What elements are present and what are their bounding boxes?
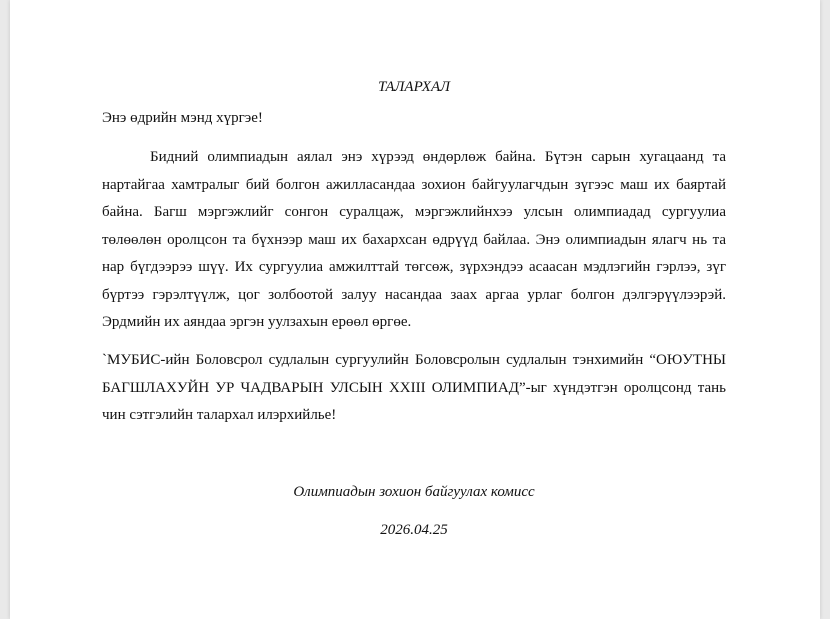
document-date: 2026.04.25: [380, 522, 448, 538]
document-title: ТАЛАРХАЛ: [378, 79, 450, 95]
paragraph-main: Бидний олимпиадын аялал энэ хүрээд өндөрлөж байна. Бүтэн сарын хугацаанд та нартайгаа хамтралыг бий болгон ажилласандаа зохион байгуулагчдын зүгээс маш их баяртай байна. Багш мэргэжлийг сонгон суралцаж, мэргэжлийнхээ улсын олимпиадад сургуулиа төлөөлөн оролцсон та бүхнээр маш их бахархсан өдрүүд байлаа. Энэ олимпиадын ялагч нь та нар бүгдээрээ шүү. Их сургуулиа амжилттай төгсөж, зүрхэндээ асаасан мэдлэгийн гэрлээ, зүг бүртээ гэрэлтүүлж, цог золбоотой залуу насандаа заах аргаа урлаг болгон дэлгэрүүлээрэй. Эрдмийн их аяндаа эргэн уулзахын ерөөл өргөе.: [102, 149, 726, 330]
paragraph-thanks: `МУБИС-ийн Боловсрол судлалын сургуулийн Боловсролын судлалын тэнхимийн “ОЮУТНЫ БАГШЛАХУЙН УР ЧАДВАРЫН УЛСЫН XXIII ОЛИМПИАД”-ыг хүндэтгэн оролцсонд тань чин сэтгэлийн талархал илэрхийлье!: [102, 352, 726, 423]
signature: Олимпиадын зохион байгуулах комисс: [293, 484, 535, 500]
document-page: [10, 0, 820, 619]
greeting: Энэ өдрийн мэнд хүргэе!: [102, 110, 263, 126]
